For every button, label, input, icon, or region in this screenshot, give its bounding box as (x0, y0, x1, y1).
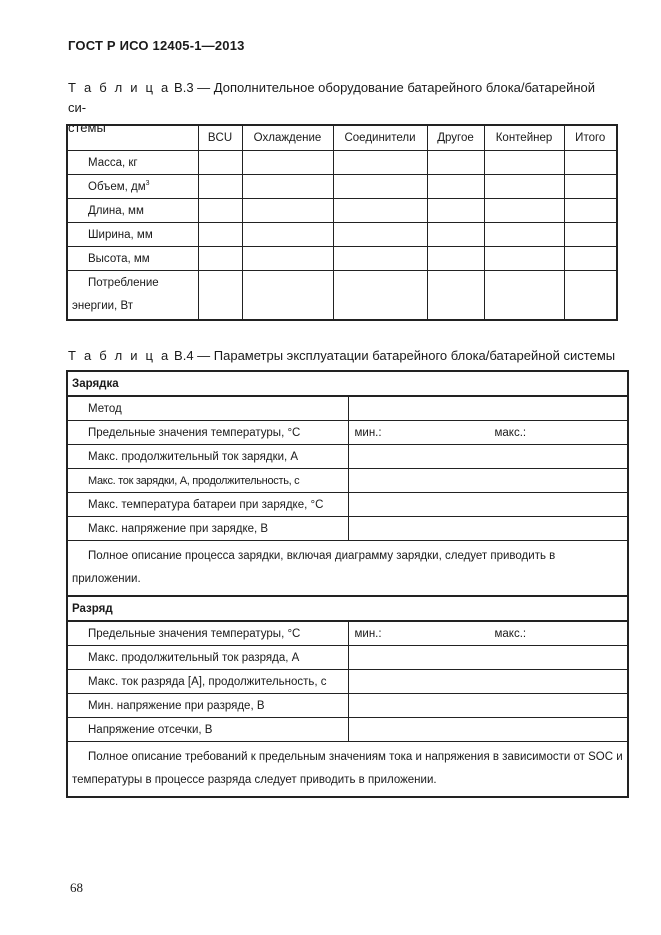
table-cell (348, 396, 628, 421)
row-label-width: Ширина, мм (67, 223, 198, 247)
table-cell (484, 199, 564, 223)
table-cell (484, 247, 564, 271)
table-b4-caption (68, 346, 628, 366)
discharge-note: Полное описание требований к предельным значениям тока и напряжения в зависимости от SOC и температуры в процессе разряда следует приводить в приложении. (67, 742, 628, 798)
table-row (67, 271, 617, 321)
row-label-charge-method: Метод (67, 396, 348, 421)
column-header-cooling: Охлаждение (242, 125, 333, 151)
table-cell (427, 175, 484, 199)
table-row (67, 247, 617, 271)
row-label-volume-text: Объем, дм (88, 180, 146, 193)
row-label-cutoff-voltage: Напряжение отсечки, В (67, 718, 348, 742)
table-cell (484, 151, 564, 175)
table-cell (427, 271, 484, 321)
table-cell (564, 271, 617, 321)
row-label-energy-line1: Потребление (88, 277, 159, 289)
row-label-charge-temp-limits: Предельные значения температуры, °С (67, 421, 348, 445)
row-label-charge-max-battery-temp: Макс. температура батареи при зарядке, °С (67, 493, 348, 517)
table-row (67, 694, 628, 718)
page-number: 68 (70, 880, 83, 895)
discharge-temp-minmax (348, 621, 628, 646)
row-label-charge-max-voltage: Макс. напряжение при зарядке, В (67, 517, 348, 541)
table-cell (564, 175, 617, 199)
table-cell (198, 271, 242, 321)
row-label-charge-max-cont-current: Макс. продолжительный ток зарядки, А (67, 445, 348, 469)
table-row (67, 371, 628, 396)
min-label: мин.: (354, 627, 382, 640)
table-row (67, 493, 628, 517)
table-b3 (66, 124, 618, 321)
table-cell (348, 718, 628, 742)
table-cell (333, 199, 427, 223)
table-cell (427, 247, 484, 271)
table-cell (348, 517, 628, 541)
row-label-energy-line2: энергии, Вт (72, 300, 133, 312)
row-label-discharge-min-voltage: Мин. напряжение при разряде, В (67, 694, 348, 718)
table-b4 (66, 370, 629, 798)
table-row (67, 596, 628, 621)
table-row (67, 517, 628, 541)
table-cell (484, 271, 564, 321)
section-title-charging: Зарядка (67, 371, 628, 396)
table-cell (564, 199, 617, 223)
table-cell (242, 247, 333, 271)
table-cell (242, 223, 333, 247)
superscript-3: 3 (145, 180, 150, 188)
table-cell (198, 175, 242, 199)
table-b3-caption-prefix: Т а б л и ц а (68, 80, 171, 95)
column-header-container: Контейнер (484, 125, 564, 151)
column-header-other: Другое (427, 125, 484, 151)
table-cell (564, 223, 617, 247)
column-header-total: Итого (564, 125, 617, 151)
table-cell (198, 223, 242, 247)
table-row (67, 621, 628, 646)
table-cell (333, 271, 427, 321)
row-label-mass: Масса, кг (67, 151, 198, 175)
table-cell (348, 670, 628, 694)
row-label-discharge-temp-limits: Предельные значения температуры, °С (67, 621, 348, 646)
table-b4-caption-prefix: Т а б л и ц а (68, 348, 171, 363)
table-cell (333, 223, 427, 247)
table-row (67, 445, 628, 469)
table-cell (333, 151, 427, 175)
table-cell (348, 646, 628, 670)
row-label-volume (67, 175, 198, 199)
table-row (67, 223, 617, 247)
max-label: макс.: (494, 627, 527, 640)
table-cell (242, 271, 333, 321)
table-row (67, 469, 628, 493)
table-row (67, 718, 628, 742)
table-cell (484, 175, 564, 199)
table-cell (484, 223, 564, 247)
table-cell (348, 694, 628, 718)
row-label-discharge-max-cont-current: Макс. продолжительный ток разряда, А (67, 646, 348, 670)
table-cell (242, 151, 333, 175)
charging-note: Полное описание процесса зарядки, включая диаграмму зарядки, следует приводить в приложении. (67, 541, 628, 597)
max-label: макс.: (494, 426, 527, 439)
table-cell (564, 247, 617, 271)
table-cell (198, 151, 242, 175)
table-row (67, 670, 628, 694)
charge-temp-minmax (348, 421, 628, 445)
table-cell (427, 199, 484, 223)
table-cell (427, 223, 484, 247)
table-row (67, 175, 617, 199)
table-row (67, 646, 628, 670)
column-header-connectors: Соединители (333, 125, 427, 151)
table-row (67, 396, 628, 421)
table-cell (198, 199, 242, 223)
table-cell (198, 247, 242, 271)
row-label-charge-max-current-duration: Макс. ток зарядки, А, продолжительность, с (67, 469, 348, 493)
row-label-discharge-max-current-duration: Макс. ток разряда [А], продолжительность, с (67, 670, 348, 694)
table-cell (333, 247, 427, 271)
min-label: мин.: (354, 426, 382, 439)
row-label-energy (67, 271, 198, 321)
column-header-bcu: BCU (198, 125, 242, 151)
table-row (67, 541, 628, 597)
table-b4-caption-text: В.4 — Параметры эксплуатации батарейного блока/батарейной системы (170, 348, 616, 363)
table-row (67, 151, 617, 175)
table-cell (348, 445, 628, 469)
table-row (67, 199, 617, 223)
table-cell (348, 493, 628, 517)
row-label-length: Длина, мм (67, 199, 198, 223)
table-cell (564, 151, 617, 175)
table-b3-caption-text: В.3 — Дополнительное оборудование батарейного блока/батарейной си- стемы (68, 80, 596, 135)
table-cell (242, 175, 333, 199)
table-row (67, 742, 628, 798)
table-cell (333, 175, 427, 199)
table-row (67, 421, 628, 445)
row-label-height: Высота, мм (67, 247, 198, 271)
table-cell (242, 199, 333, 223)
table-cell (348, 469, 628, 493)
table-cell-blank (67, 125, 198, 151)
document-header: ГОСТ Р ИСО 12405-1—2013 (68, 38, 245, 53)
table-cell (427, 151, 484, 175)
table-row (67, 125, 617, 151)
section-title-discharge: Разряд (67, 596, 628, 621)
